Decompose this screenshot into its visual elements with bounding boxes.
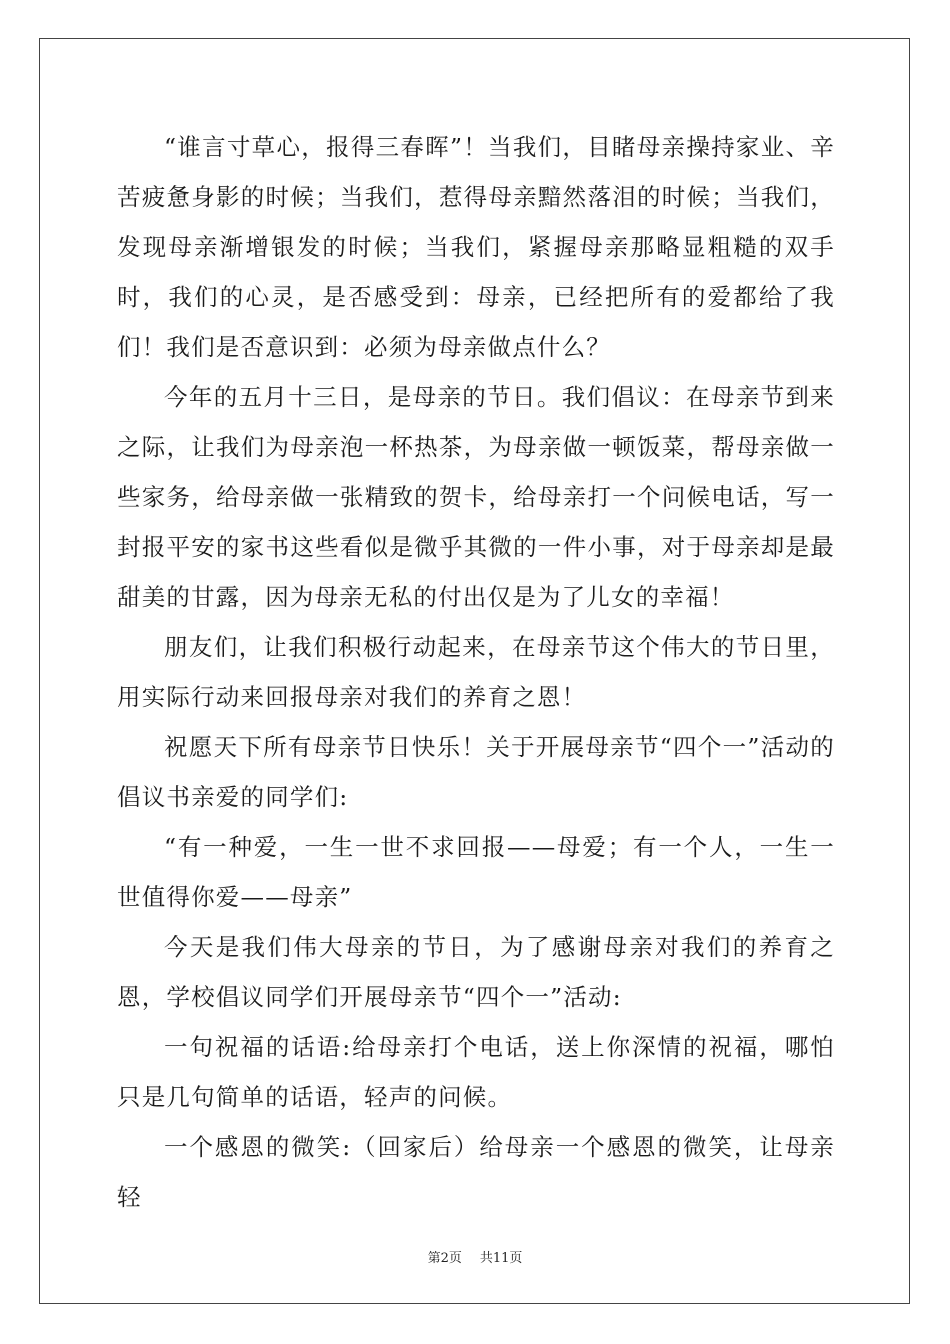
page-footer — [0, 1247, 950, 1266]
paragraph-4: 祝愿天下所有母亲节日快乐！关于开展母亲节“四个一”活动的倡议书亲爱的同学们: — [117, 733, 835, 811]
paragraph-7: 一句祝福的话语:给母亲打个电话，送上你深情的祝福，哪怕只是几句简单的话语，轻声的问候。 — [117, 1033, 835, 1111]
paragraph-2: 今年的五月十三日，是母亲的节日。我们倡议：在母亲节到来之际，让我们为母亲泡一杯热茶，为母亲做一顿饭菜，帮母亲做一些家务，给母亲做一张精致的贺卡，给母亲打一个问候电话，写一封报平安的家书这些看似是微乎其微的一件小事，对于母亲却是最甜美的甘露，因为母亲无私的付出仅是为了儿女的幸福！ — [117, 383, 835, 611]
paragraph-8: 一个感恩的微笑:（回家后）给母亲一个感恩的微笑，让母亲轻 — [117, 1133, 835, 1211]
paragraph-5: “有一种爱，一生一世不求回报——母爱；有一个人，一生一世值得你爱——母亲” — [117, 833, 835, 911]
page-total: 共11页 — [479, 1251, 523, 1266]
page-number: 第2页 — [427, 1251, 462, 1266]
paragraph-1: “谁言寸草心，报得三春晖”！当我们，目睹母亲操持家业、辛苦疲惫身影的时候；当我们，惹得母亲黯然落泪的时候；当我们，发现母亲渐增银发的时候；当我们，紧握母亲那略显粗糙的双手时，我们的心灵，是否感受到：母亲，已经把所有的爱都给了我们！我们是否意识到：必须为母亲做点什么？ — [117, 133, 835, 361]
paragraph-3: 朋友们，让我们积极行动起来，在母亲节这个伟大的节日里，用实际行动来回报母亲对我们的养育之恩！ — [117, 633, 835, 711]
document-body — [117, 122, 835, 1222]
paragraph-6: 今天是我们伟大母亲的节日，为了感谢母亲对我们的养育之恩，学校倡议同学们开展母亲节“四个一”活动: — [117, 933, 835, 1011]
